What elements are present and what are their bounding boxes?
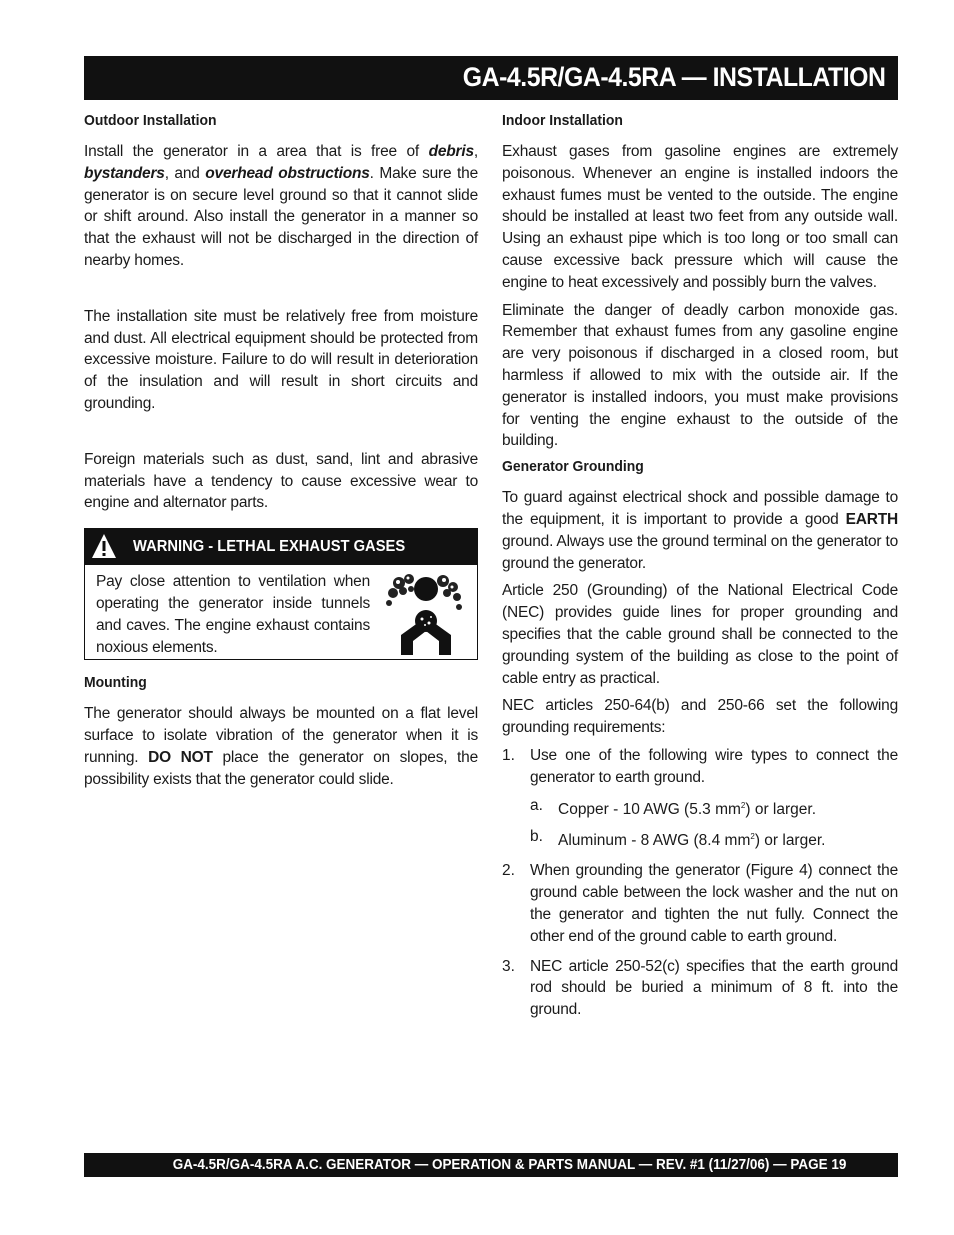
- list-item-text: Use one of the following wire types to connect the generator to earth ground.: [530, 746, 898, 786]
- mounting-paragraph: [84, 703, 478, 790]
- emphasis-bystanders: bystanders: [84, 164, 165, 182]
- list-item: [530, 795, 898, 821]
- emphasis-debris: debris: [428, 143, 474, 160]
- superscript: 2: [740, 800, 746, 810]
- grounding-requirements-list: [502, 745, 898, 1021]
- outdoor-p1-sep: ,: [473, 143, 478, 160]
- right-column: [502, 112, 898, 1029]
- grounding-p1-rest: ground. Always use the ground terminal on the generator to ground the generator.: [502, 532, 898, 572]
- grounding-p1-text: To guard against electrical shock and possible damage to the equipment, it is important to provide a good: [502, 489, 898, 528]
- mounting-do-not: DO NOT: [148, 748, 213, 766]
- list-item: [530, 826, 898, 852]
- wire-type-text-end: ) or larger.: [754, 832, 826, 850]
- list-item-text: When grounding the generator (Figure 4) connect the ground cable between the lock washer and the nut on the generator and tighten the nut fully. Connect the other end of the ground cable to earth ground.: [530, 862, 898, 945]
- warning-box: [84, 528, 478, 660]
- wire-types-list: [530, 795, 898, 853]
- earth-emphasis: EARTH: [845, 510, 898, 528]
- warning-title: WARNING - LETHAL EXHAUST GASES: [133, 538, 406, 556]
- page-title: GA-4.5R/GA-4.5RA — INSTALLATION: [463, 62, 886, 92]
- title-bar: [84, 56, 898, 100]
- list-number: 2.: [502, 862, 515, 880]
- indoor-paragraph-1: Exhaust gases from gasoline engines are extremely poisonous. Whenever an engine is installed indoors the exhaust fumes must be vented to the outside. The engine should be installed at least two feet from any outside wall. Using an exhaust pipe which is too long or too small can cause excessive back pressure which will cause the engine to heat excessively and possibly burn the valves.: [502, 143, 898, 291]
- grounding-paragraph-2: Article 250 (Grounding) of the National Electrical Code (NEC) provides guide lines for proper grounding and specifies that the cable ground shall be connected to the grounding system of the building as close to the point of cable entry as practical.: [502, 582, 898, 687]
- list-number: 1.: [502, 746, 515, 764]
- mounting-text: The generator should always be mounted on a flat level surface to isolate vibration of the generator when it is running.: [84, 705, 478, 766]
- list-number: 3.: [502, 957, 515, 975]
- alert-triangle-icon: [91, 533, 117, 559]
- indoor-installation-heading: Indoor Installation: [502, 112, 623, 129]
- indoor-paragraph-2: Eliminate the danger of deadly carbon monoxide gas. Remember that exhaust fumes from any gasoline engine are very poisonous if discharged in a closed room, but harmless if allowed to mix with the outside air. If the generator is installed indoors, you must make provisions for venting the engine exhaust to the outside of the building.: [502, 301, 898, 450]
- outdoor-paragraph-1: [84, 141, 478, 272]
- wire-type-text-end: ) or larger.: [745, 800, 816, 818]
- warning-body: [85, 565, 477, 659]
- outdoor-p1-rest: . Make sure the generator is on secure level ground so that it cannot slide or shift around. Also install the generator in a manner so that the exhaust will not be discharged in the direction of nearby homes.: [84, 164, 478, 269]
- wire-type-text: Aluminum - 8 AWG (8.4 mm: [558, 832, 751, 850]
- mounting-heading: Mounting: [84, 674, 147, 692]
- outdoor-p1-sep2: , and: [164, 164, 206, 182]
- footer-text: GA-4.5R/GA-4.5RA A.C. GENERATOR — OPERATION & PARTS MANUAL — REV. #1 (11/27/06) — PAGE 19: [172, 1157, 846, 1173]
- list-letter: a.: [530, 796, 543, 814]
- list-letter: b.: [530, 828, 543, 846]
- person-inhaling-fumes-icon: [381, 569, 467, 655]
- grounding-paragraph-1: [502, 487, 898, 574]
- grounding-heading: Generator Grounding: [502, 458, 644, 476]
- grounding-paragraph-3: NEC articles 250-64(b) and 250-66 set the following grounding requirements:: [502, 697, 898, 737]
- wire-type-text: Copper - 10 AWG (5.3 mm: [558, 800, 741, 818]
- warning-header: [85, 529, 477, 565]
- left-column: [84, 112, 478, 790]
- mounting-text-rest: place the generator on slopes, the possibility exists that the generator could slide.: [84, 748, 478, 788]
- warning-text: Pay close attention to ventilation when operating the generator inside tunnels and caves. The engine exhaust contains noxious elements.: [96, 573, 370, 656]
- outdoor-p1-text: Install the generator in a area that is free of: [84, 143, 429, 160]
- emphasis-overhead: overhead obstructions: [205, 164, 370, 182]
- outdoor-paragraph-3: Foreign materials such as dust, sand, lint and abrasive materials have a tendency to cause excessive wear to engine and alternator parts.: [84, 450, 478, 512]
- footer-bar: [84, 1153, 898, 1177]
- list-item: [502, 860, 898, 947]
- list-item: [502, 745, 898, 853]
- outdoor-paragraph-2: The installation site must be relatively free from moisture and dust. All electrical equipment should be protected from excessive moisture. Failure to do will result in deterioration of the insulation and will result in short circuits and grounding.: [84, 307, 478, 412]
- list-item: [502, 956, 898, 1021]
- list-item-text: NEC article 250-52(c) specifies that the earth ground rod should be buried a minimum of 8 ft. into the ground.: [530, 957, 898, 1019]
- outdoor-installation-heading: Outdoor Installation: [84, 112, 217, 129]
- superscript: 2: [750, 832, 755, 842]
